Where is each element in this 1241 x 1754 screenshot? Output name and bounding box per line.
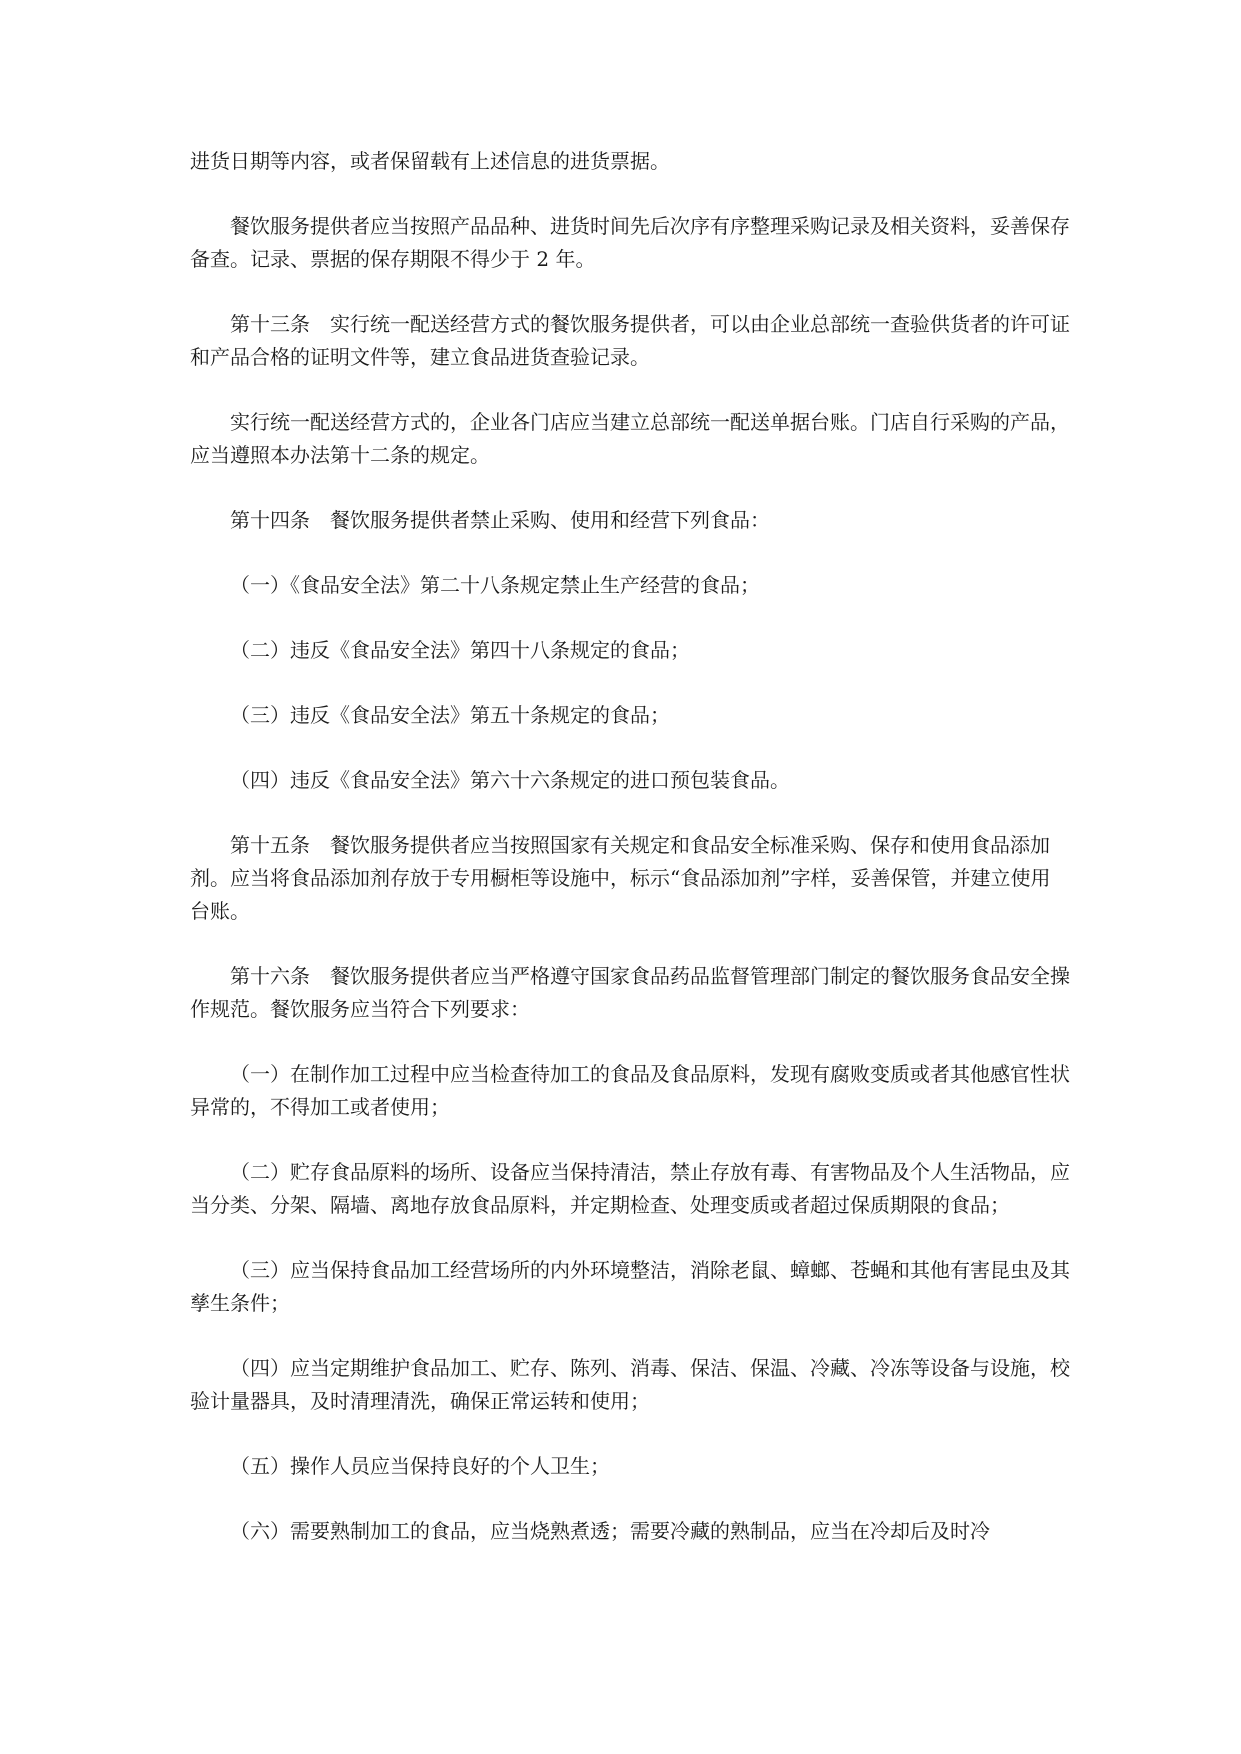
article-14-item-2: （二）违反《食品安全法》第四十八条规定的食品； <box>230 638 690 662</box>
paragraph-continuation: 进货日期等内容，或者保留载有上述信息的进货票据。 <box>190 149 670 173</box>
article-16: 第十六条 餐饮服务提供者应当严格遵守国家食品药品监督管理部门制定的餐饮服务食品安全操作规范。餐饮服务应当符合下列要求： <box>190 964 1070 1021</box>
article-14: 第十四条 餐饮服务提供者禁止采购、使用和经营下列食品： <box>230 508 770 532</box>
article-16-item-3: （三）应当保持食品加工经营场所的内外环境整洁，消除老鼠、蟑螂、苍蝇和其他有害昆虫及其孳生条件； <box>190 1258 1070 1315</box>
paragraph-record-keeping: 餐饮服务提供者应当按照产品品种、进货时间先后次序有序整理采购记录及相关资料，妥善保存备查。记录、票据的保存期限不得少于 2 年。 <box>190 214 1070 271</box>
article-14-item-1: （一）《食品安全法》第二十八条规定禁止生产经营的食品； <box>230 573 760 597</box>
article-16-item-5: （五）操作人员应当保持良好的个人卫生； <box>230 1454 610 1478</box>
article-16-item-6: （六）需要熟制加工的食品，应当烧熟煮透；需要冷藏的熟制品，应当在冷却后及时冷 <box>230 1519 990 1543</box>
article-16-item-2: （二）贮存食品原料的场所、设备应当保持清洁，禁止存放有毒、有害物品及个人生活物品，应当分类、分架、隔墙、离地存放食品原料，并定期检查、处理变质或者超过保质期限的食品； <box>190 1160 1070 1217</box>
article-14-item-3: （三）违反《食品安全法》第五十条规定的食品； <box>230 703 670 727</box>
article-15: 第十五条 餐饮服务提供者应当按照国家有关规定和食品安全标准采购、保存和使用食品添加剂。应当将食品添加剂存放于专用橱柜等设施中，标示“食品添加剂”字样，妥善保管，并建立使用台账。 <box>190 833 1051 923</box>
article-16-item-1: （一）在制作加工过程中应当检查待加工的食品及食品原料，发现有腐败变质或者其他感官性状异常的，不得加工或者使用； <box>190 1062 1070 1119</box>
article-13: 第十三条 实行统一配送经营方式的餐饮服务提供者，可以由企业总部统一查验供货者的许可证和产品合格的证明文件等，建立食品进货查验记录。 <box>190 312 1070 369</box>
article-16-item-4: （四）应当定期维护食品加工、贮存、陈列、消毒、保洁、保温、冷藏、冷冻等设备与设施，校验计量器具，及时清理清洗，确保正常运转和使用； <box>190 1356 1070 1413</box>
document-body <box>190 145 1070 1548</box>
paragraph-unified-delivery: 实行统一配送经营方式的，企业各门店应当建立总部统一配送单据台账。门店自行采购的产品，应当遵照本办法第十二条的规定。 <box>190 410 1070 467</box>
article-14-item-4: （四）违反《食品安全法》第六十六条规定的进口预包装食品。 <box>230 768 790 792</box>
